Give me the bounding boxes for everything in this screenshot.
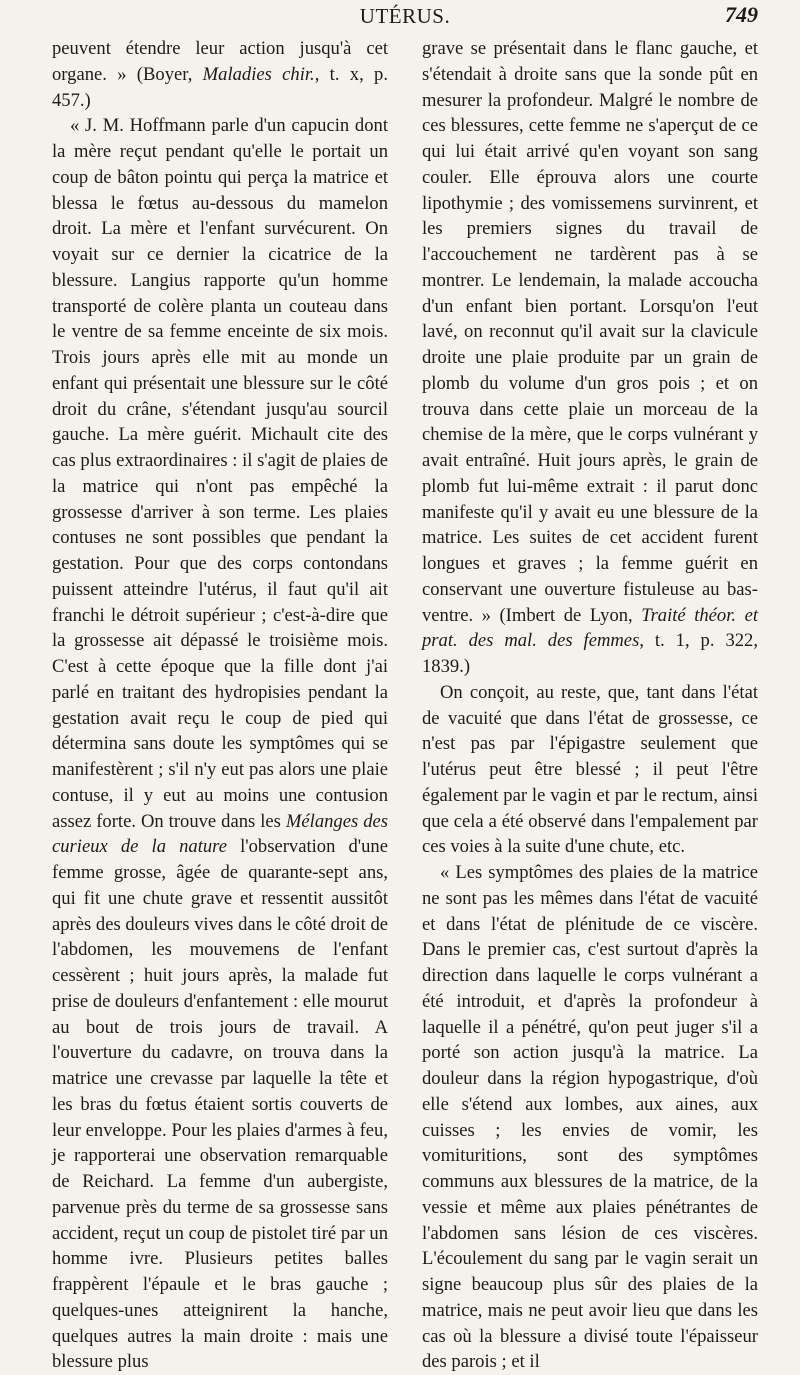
left-paragraph-1 bbox=[52, 36, 388, 113]
text-run: l'observation d'une femme grosse, âgée de quarante-sept ans, qui fit une chute grave et ressentit aussitôt après des douleurs vives dans le côté droit de l'abdomen, les mouvemens de l'enfant cessèrent ; huit jours après, la malade fut prise de douleurs d'enfantement : elle mourut au bout de trois jours de travail. A l'ouverture du cadavre, on trouva dans la matrice une crevasse par laquelle la tête et les bras du fœtus étaient sortis couverts de leur enveloppe. Pour les plaies d'armes à feu, je rapporterai une observation remarquable de Reichard. La femme d'un aubergiste, parvenue près du terme de sa grossesse sans accident, reçut un coup de pistolet tiré par un homme ivre. Plusieurs petites balles frappèrent l'épaule et le bras gauche ; quelques-unes atteignirent la hanche, quelques autres la main droite : mais une blessure plus bbox=[52, 836, 388, 1373]
text-run: , t. x, p. 457.) bbox=[52, 63, 388, 111]
page-number: 749 bbox=[725, 2, 758, 27]
right-paragraph-3: « Les symptômes des plaies de la matrice ne sont pas les mêmes dans l'état de vacuité et dans l'état de plénitude de ce viscère. Dans le premier cas, c'est surtout d'après la direction dans laquelle le corps vulnérant a été introduit, et d'après la profondeur à laquelle il a pénétré, qu'on peut juger s'il a porté son action jusqu'à la matrice. La douleur dans la région hypogastrique, d'où elle s'étend aux lombes, aux aines, aux cuisses ; les envies de vomir, les vomituritions, sont des symptômes communs aux blessures de la matrice, de la vessie et même aux plaies pénétrantes de l'abdomen sans lésion de ces viscères. L'écoulement du sang par le vagin serait un signe beaucoup plus sûr des plaies de la matrice, mais ne peut avoir lieu que dans les cas où la blessure a divisé toute l'épaisseur des parois ; et il bbox=[422, 862, 758, 1373]
citation-title: Maladies chir. bbox=[202, 63, 315, 85]
citation-title: Mélanges des curieux de la nature bbox=[52, 810, 388, 858]
text-run: « J. M. Hoffmann parle d'un capucin dont la mère reçut pendant qu'elle le portait un coup de bâton pointu qui perça la matrice et blessa le fœtus au-dessous du mamelon droit. La mère et l'enfant survécurent. On voyait sur ce dernier la cicatrice de la blessure. Langius rapporte qu'un homme transporté de colère planta un couteau dans le ventre de sa femme enceinte de six mois. Trois jours après elle mit au monde un enfant qui présentait une blessure sur le côté droit du crâne, s'étendant jusqu'au sourcil gauche. La mère guérit. Michault cite des cas plus extraordinaires : il s'agit de plaies de la matrice qui n'ont pas empêché la grossesse d'arriver à son terme. Les plaies contuses ne sont possibles que pendant la gestation. Pour que des corps contondans puissent atteindre l'utérus, il faut qu'il ait franchi le détroit supérieur ; c'est-à-dire que la grossesse ait dépassé le troisième mois. C'est à cette époque que la fille dont j'ai parlé en traitant des hydropisies pendant la gestation avait reçu le coup de pied qui détermina sans doute les symptômes qui se manifestèrent ; s'il n'y eut pas alors une plaie contuse, il y eut au moins une contusion assez forte. On trouve dans les bbox=[52, 115, 388, 832]
page-header bbox=[52, 2, 758, 36]
text-run: , t. 1, p. 322, 1839.) bbox=[422, 630, 758, 677]
left-column bbox=[52, 36, 388, 1375]
right-paragraph-2: On conçoit, au reste, que, tant dans l'état de vacuité que dans l'état de grossesse, ce n'est pas par l'épigastre seulement que l'utérus peut être blessé ; il peut l'être également par le vagin et par le rectum, ainsi que cela a été observé dans l'empalement par ces voies à la suite d'une chute, etc. bbox=[422, 681, 758, 858]
citation-title: Traité théor. et prat. des mal. des femmes bbox=[422, 604, 759, 652]
text-run: peuvent étendre leur action jusqu'à cet organe. » (Boyer, bbox=[52, 38, 388, 85]
right-paragraph-1 bbox=[422, 36, 758, 680]
right-column bbox=[422, 36, 758, 1375]
left-paragraph-2 bbox=[52, 113, 388, 1375]
running-head: UTÉRUS. bbox=[359, 4, 451, 28]
text-run: grave se présentait dans le flanc gauche, et s'étendait à droite sans que la sonde pût en mesurer la profondeur. Malgré le nombre de ces blessures, cette femme ne s'aperçut de ce qui lui était arrivé qu'en voyant son sang couler. Elle éprouva alors une courte lipothymie ; des vomissemens survinrent, et les premiers signes du travail de l'accouchement ne tardèrent pas à se montrer. Le lendemain, la malade accoucha d'un enfant bien portant. Lorsqu'on l'eut lavé, on reconnut qu'il avait sur la clavicule droite une plaie produite par un grain de plomb du volume d'un gros pois ; et on trouva dans cette plaie un morceau de la chemise de la mère, que le corps vulnérant y avait entraîné. Huit jours après, le grain de plomb fut lui-même extrait : il parut donc manifeste qu'il y avait eu une blessure de la matrice. Les suites de cet accident furent longues et graves ; la femme guérit en conservant une ouverture fistuleuse au bas-ventre. » (Imbert de Lyon, bbox=[422, 38, 758, 626]
